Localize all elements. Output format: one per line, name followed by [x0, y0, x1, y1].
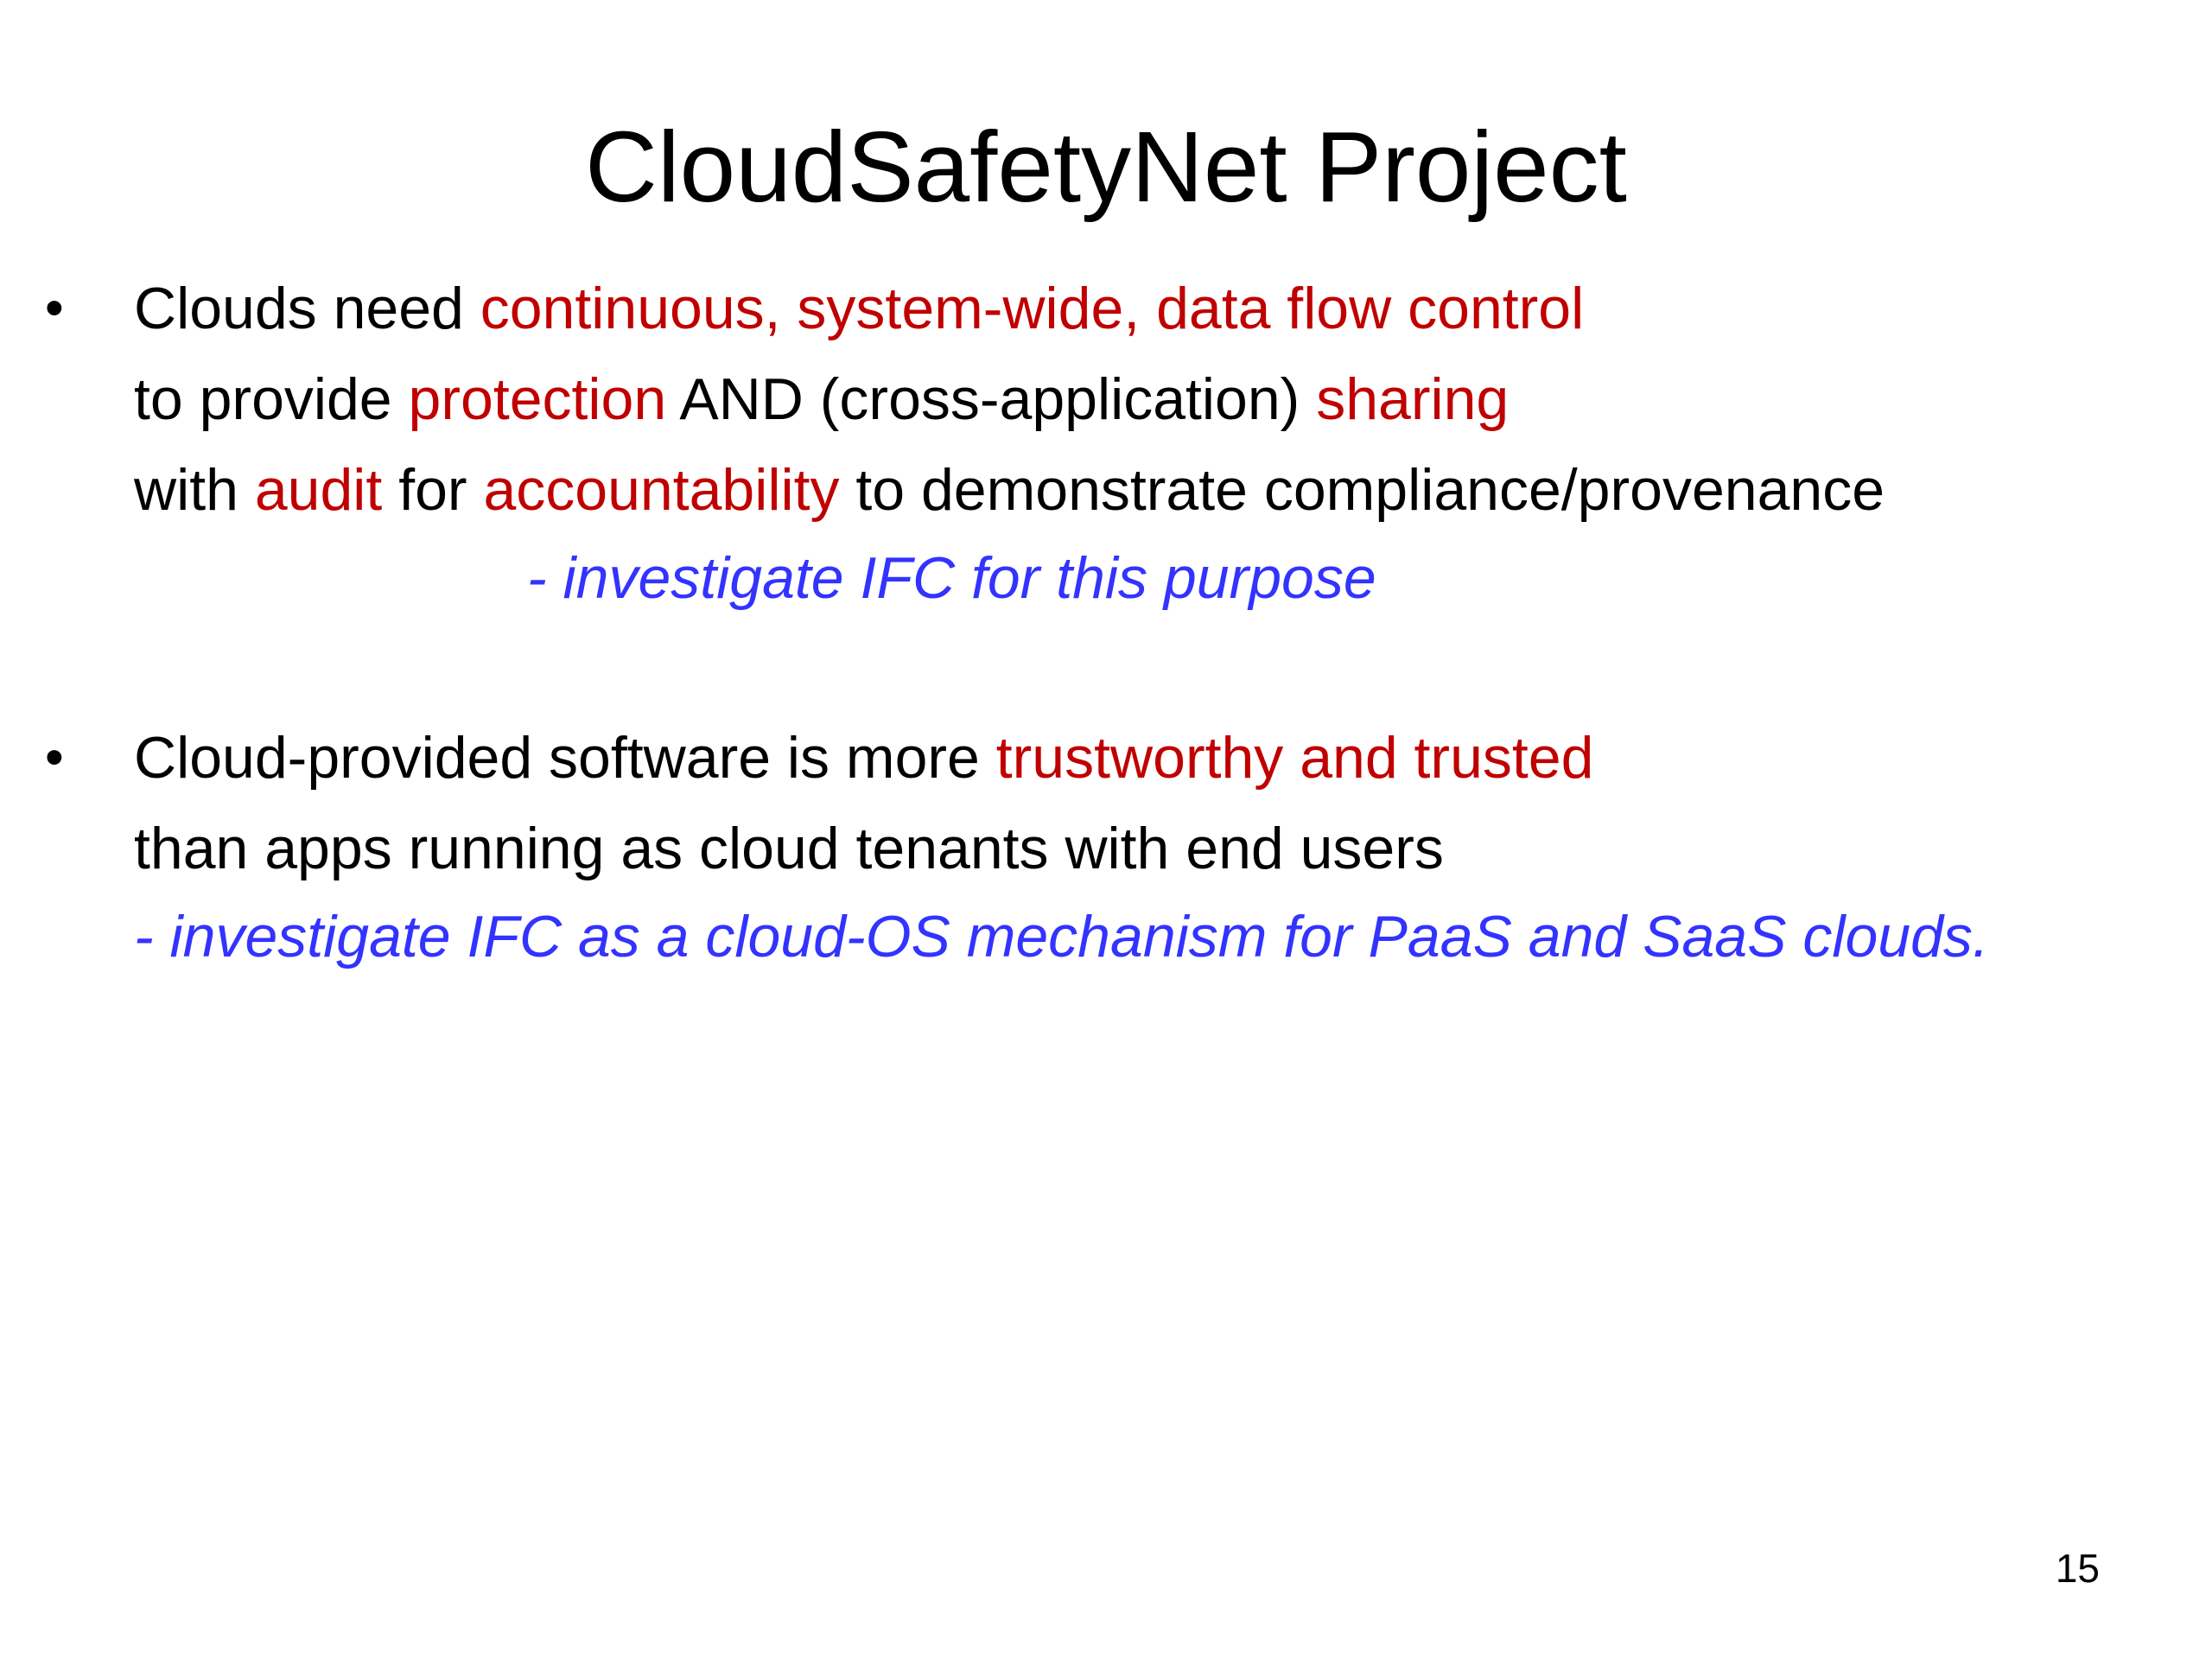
bullet-marker: •: [45, 278, 64, 338]
bullet-1-line-3: [134, 445, 1885, 535]
bullet-1-line-1: [134, 264, 1584, 353]
text-segment: Cloud-provided software is more: [134, 725, 996, 791]
note-segment: - investigate IFC as a cloud-OS mechanism for PaaS and SaaS clouds.: [134, 904, 1989, 969]
bullet-1-note: [527, 533, 1376, 623]
text-segment: to demonstrate compliance/provenance: [839, 457, 1885, 523]
highlight-segment: accountability: [483, 457, 840, 523]
text-segment: than apps running as cloud tenants with end users: [134, 816, 1444, 881]
bullet-2-line-2: [134, 804, 1444, 893]
bullet-1-line-2: [134, 354, 1509, 444]
text-segment: for: [382, 457, 484, 523]
highlight-segment: audit: [254, 457, 383, 523]
text-segment: with: [134, 457, 255, 523]
text-segment: to provide: [134, 366, 409, 432]
text-segment: AND (cross-application): [666, 366, 1317, 432]
bullet-2-line-1: [134, 713, 1593, 803]
slide-title: CloudSafetyNet Project: [585, 111, 1627, 223]
highlight-segment: protection: [408, 366, 667, 432]
text-segment: Clouds need: [134, 276, 480, 341]
bullet-2-note: [134, 892, 1989, 982]
highlight-segment: continuous, system-wide, data flow control: [480, 276, 1585, 341]
highlight-segment: sharing: [1316, 366, 1510, 432]
highlight-segment: trustworthy and trusted: [995, 725, 1594, 791]
note-segment: - investigate IFC for this purpose: [527, 545, 1376, 611]
page-number: 15: [2055, 1546, 2100, 1591]
bullet-marker: •: [45, 728, 64, 787]
